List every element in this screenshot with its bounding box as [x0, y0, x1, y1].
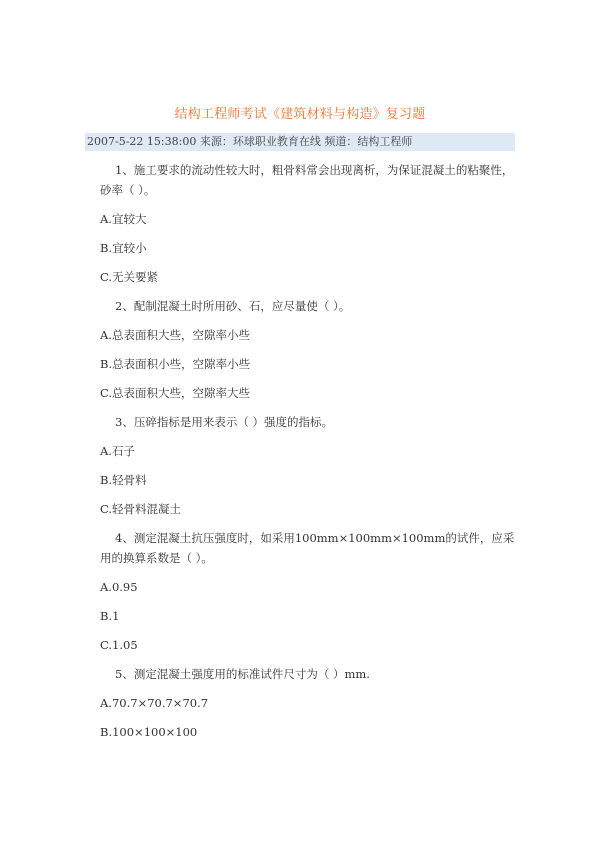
option-a: A.70.7×70.7×70.7: [100, 696, 209, 710]
option-b: B.100×100×100: [100, 725, 198, 739]
option-a: A.0.95: [100, 580, 138, 594]
question-text: 1、施工要求的流动性较大时，粗骨料常会出现离析，为保证混凝土的粘聚性，砂率（ ）。: [100, 163, 514, 197]
option-c: C.1.05: [100, 638, 138, 652]
option-b: B.轻骨料: [100, 473, 147, 487]
article-meta: 2007-5-22 15:38:00 来源：环球职业教育在线 频道：结构工程师: [85, 133, 515, 151]
question-list: [100, 160, 520, 751]
option-b: B.1: [100, 609, 120, 623]
option-a: A.总表面积大些，空隙率小些: [100, 328, 250, 342]
question-2: [100, 296, 520, 316]
option-c: C.轻骨料混凝土: [100, 502, 182, 516]
question-4: [100, 528, 520, 568]
option-b: B.总表面积小些，空隙率小些: [100, 357, 251, 371]
question-text: 5、测定混凝土强度用的标准试件尺寸为（ ）mm.: [115, 667, 370, 681]
question-text: 3、压碎指标是用来表示（ ）强度的指标。: [115, 415, 333, 429]
option-a: A.宜较大: [100, 212, 147, 226]
question-1: [100, 160, 520, 200]
question-text: 4、测定混凝土抗压强度时，如采用100mm×100mm×100mm的试件，应采用的换算系数是（ ）。: [100, 531, 515, 565]
option-c: C.无关要紧: [100, 270, 159, 284]
option-a: A.石子: [100, 444, 135, 458]
article-title: 结构工程师考试《建筑材料与构造》复习题: [174, 107, 426, 122]
question-text: 2、配制混凝土时所用砂、石，应尽量使（ ）。: [115, 299, 351, 313]
question-5: [100, 664, 520, 684]
option-c: C.总表面积大些，空隙率大些: [100, 386, 251, 400]
question-3: [100, 412, 520, 432]
option-b: B.宜较小: [100, 241, 147, 255]
